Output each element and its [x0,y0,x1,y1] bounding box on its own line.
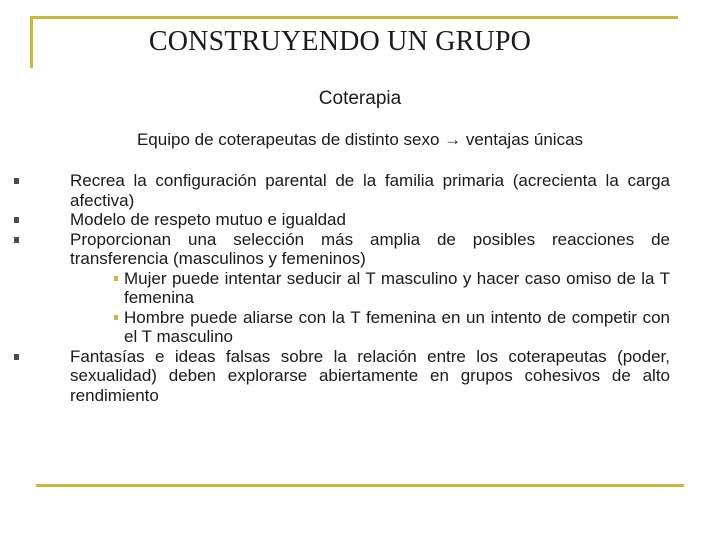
square-bullet-icon [14,354,19,360]
bottom-divider-line [36,484,684,487]
bullet-list [70,171,670,405]
sub-bullet-text: Hombre puede aliarse con la T femenina en un intento de competir con el T masculino [124,307,670,346]
bullet-item [70,210,670,230]
slide-title: CONSTRUYENDO UN GRUPO [148,26,532,57]
square-sub-bullet-icon [114,276,118,281]
square-bullet-icon [14,217,19,223]
bullet-text: Modelo de respeto mutuo e igualdad [70,210,346,229]
square-bullet-icon [14,237,19,243]
sub-bullet-item [124,269,670,308]
square-sub-bullet-icon [114,315,118,320]
bullet-item [70,230,670,269]
square-bullet-icon [14,178,19,184]
slide-subtitle: Coterapia [318,88,402,109]
bullet-text: Recrea la configuración parental de la familia primaria (acrecienta la carga afectiva) [70,171,670,210]
bullet-item [70,171,670,210]
bullet-text: Fantasías e ideas falsas sobre la relación entre los coterapeutas (poder, sexualidad) deben explorarse abiertamente en grupos cohesivos de alto rendimiento [70,346,670,405]
sub-bullet-item [124,308,670,347]
intro-line: Equipo de coterapeutas de distinto sexo → ventajas únicas [136,130,584,149]
title-frame-top-line [30,16,678,19]
sub-bullet-text: Mujer puede intentar seducir al T masculino y hacer caso omiso de la T femenina [124,268,670,307]
bullet-text: Proporcionan una selección más amplia de posibles reacciones de transferencia (masculinos y femeninos) [70,229,670,268]
bullet-item [70,347,670,406]
